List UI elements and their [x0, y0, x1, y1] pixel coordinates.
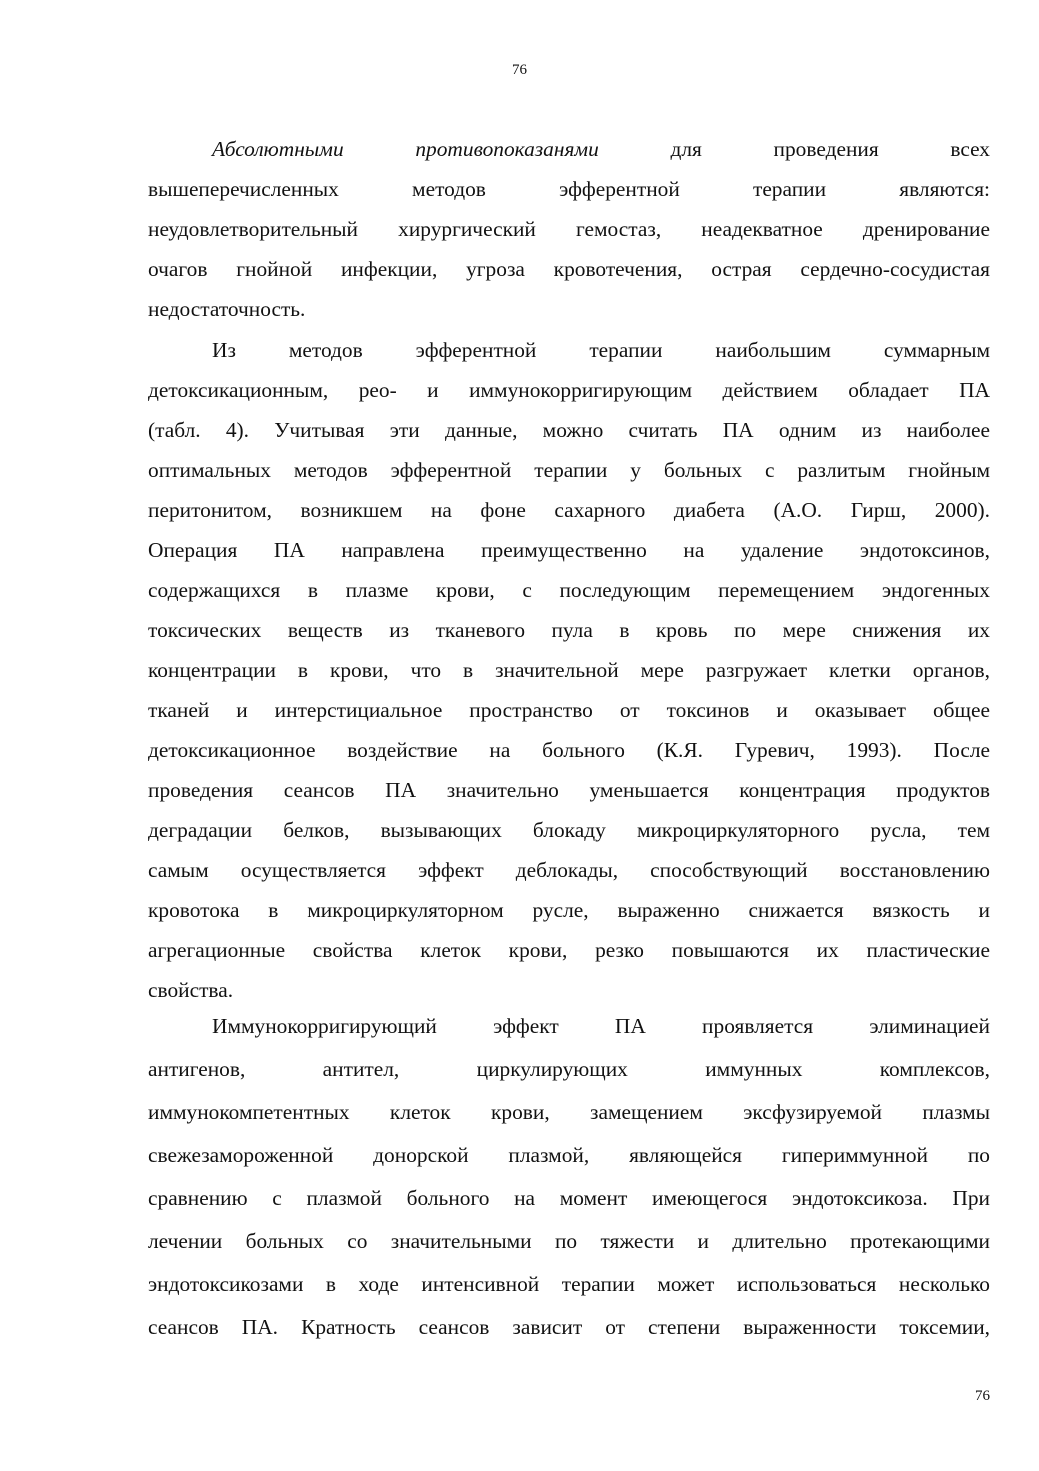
paragraph-plasmapheresis	[148, 330, 990, 1010]
text-line: неудовлетворительный хирургический гемостаз, неадекватное дренирование	[148, 217, 990, 241]
paragraph-contraindications	[148, 129, 990, 329]
text-line: сравнению с плазмой больного на момент имеющегося эндотоксикоза. При	[148, 1186, 990, 1210]
text-line: Операция ПА направлена преимущественно на удаление эндотоксинов,	[148, 538, 990, 562]
text-line: лечении больных со значительными по тяжести и длительно протекающими	[148, 1229, 990, 1253]
text-line	[148, 129, 990, 169]
text-line: иммунокомпетентных клеток крови, замещением эксфузируемой плазмы	[148, 1100, 990, 1124]
text-line: детоксикационное воздействие на больного (К.Я. Гуревич, 1993). После	[148, 738, 990, 762]
text-line: свойства.	[148, 978, 234, 1002]
page-number-bottom: 76	[975, 1388, 990, 1404]
paragraph-immunocorrection	[148, 1005, 990, 1349]
text-line: эндотоксикозами в ходе интенсивной терапии может использоваться несколько	[148, 1272, 990, 1296]
text-line: содержащихся в плазме крови, с последующим перемещением эндогенных	[148, 578, 990, 602]
text-line: недостаточность.	[148, 297, 306, 321]
text-line: проведения сеансов ПА значительно уменьшается концентрация продуктов	[148, 778, 990, 802]
italic-term: Абсолютными	[212, 137, 344, 161]
text-line: тканей и интерстициальное пространство от токсинов и оказывает общее	[148, 698, 990, 722]
text-line: антигенов, антител, циркулирующих иммунных комплексов,	[148, 1057, 990, 1081]
text-line: самым осуществляется эффект деблокады, способствующий восстановлению	[148, 858, 990, 882]
text-line: перитонитом, возникшем на фоне сахарного диабета (А.О. Гирш, 2000).	[148, 498, 990, 522]
text-line: концентрации в крови, что в значительной мере разгружает клетки органов,	[148, 658, 990, 682]
text-line: кровотока в микроциркуляторном русле, выраженно снижается вязкость и	[148, 898, 990, 922]
text-line: деградации белков, вызывающих блокаду микроциркуляторного русла, тем	[148, 818, 990, 842]
text-line: детоксикационным, рео- и иммунокорригирующим действием обладает ПА	[148, 378, 990, 402]
text-line: оптимальных методов эфферентной терапии у больных с разлитым гнойным	[148, 458, 990, 482]
page-number-top: 76	[512, 62, 527, 78]
text-fragment: для проведения всех	[670, 137, 990, 161]
italic-term: противопоказанями	[415, 137, 599, 161]
text-line: токсических веществ из тканевого пула в кровь по мере снижения их	[148, 618, 990, 642]
text-line: Иммунокорригирующий эффект ПА проявляется элиминацией	[212, 1014, 990, 1038]
text-line: Из методов эфферентной терапии наибольшим суммарным	[212, 338, 990, 362]
text-line: агрегационные свойства клеток крови, резко повышаются их пластические	[148, 938, 990, 962]
text-line: сеансов ПА. Кратность сеансов зависит от степени выраженности токсемии,	[148, 1315, 990, 1339]
text-line: очагов гнойной инфекции, угроза кровотечения, острая сердечно-сосудистая	[148, 257, 990, 281]
text-line: (табл. 4). Учитывая эти данные, можно считать ПА одним из наиболее	[148, 418, 990, 442]
text-line: вышеперечисленных методов эфферентной терапии являются:	[148, 177, 990, 201]
text-line: свежезамороженной донорской плазмой, являющейся гипериммунной по	[148, 1143, 990, 1167]
